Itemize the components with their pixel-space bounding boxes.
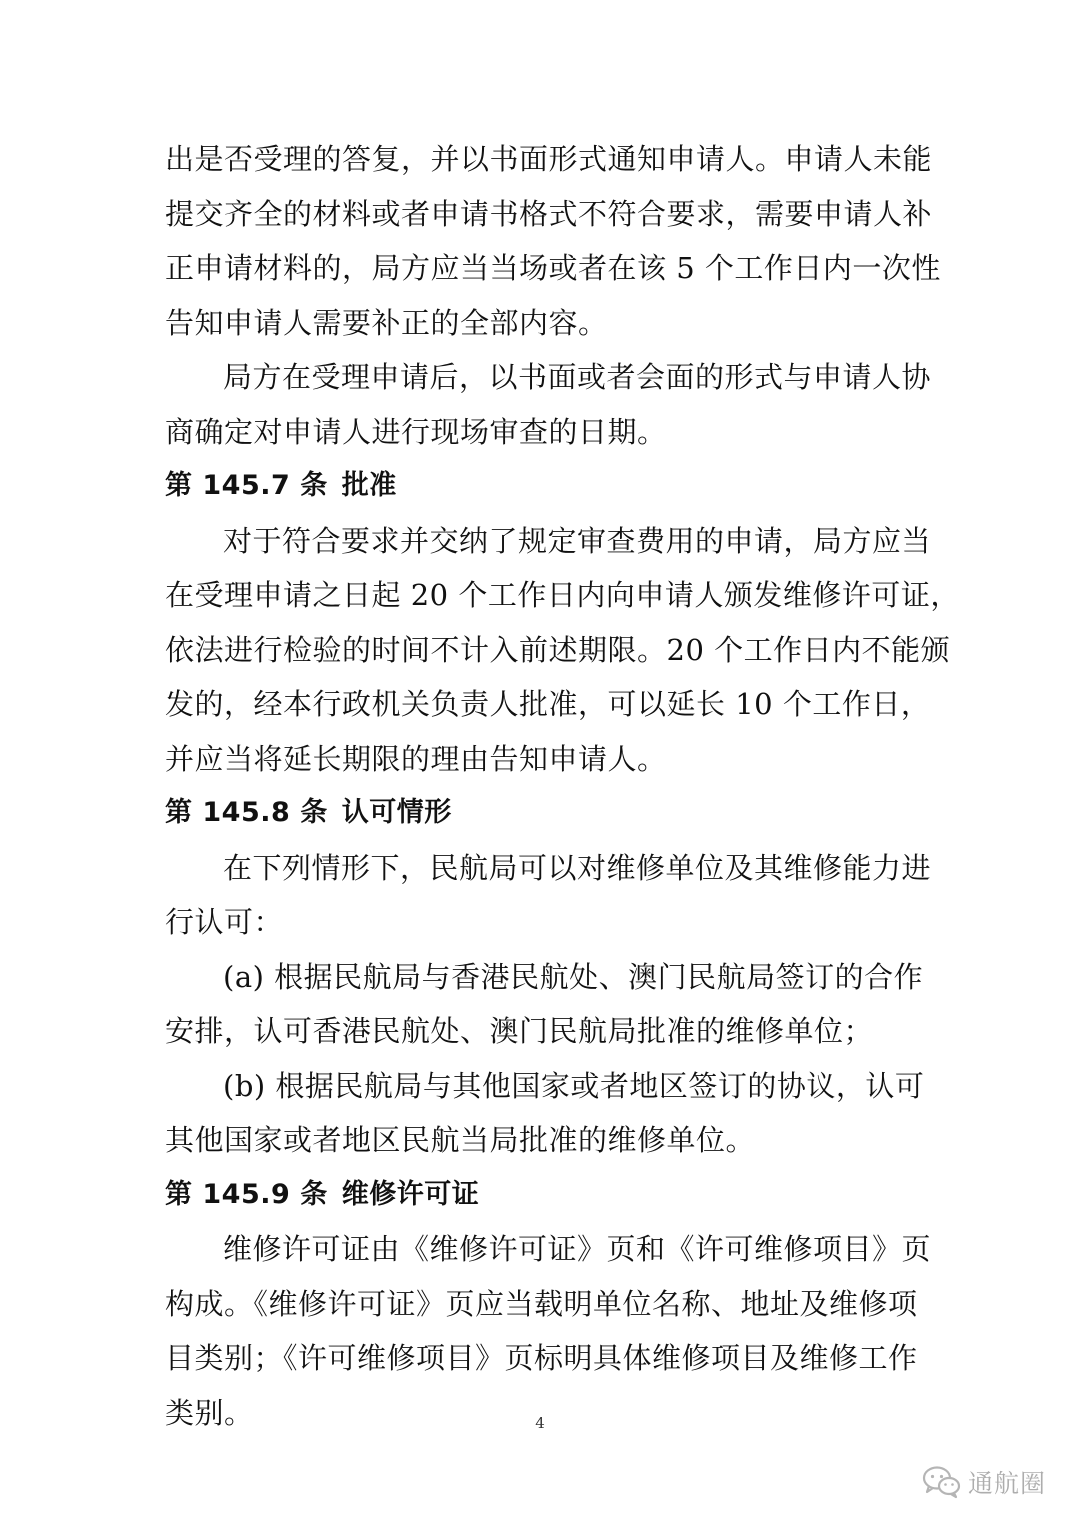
text-line: 对于符合要求并交纳了规定审查费用的申请，局方应当 <box>223 523 932 558</box>
text-line: 安排，认可香港民航处、澳门民航局批准的维修单位； <box>165 1014 874 1048</box>
article-heading <box>165 459 915 514</box>
text-line: 类别。 <box>165 1395 254 1430</box>
text-line: 提交齐全的材料或者申请书格式不符合要求，需要申请人补 <box>165 196 933 231</box>
text-line: (a) 根据民航局与香港民航处、澳门民航局签订的合作 <box>223 959 924 994</box>
text-line: 出是否受理的答复，并以书面形式通知申请人。申请人未能 <box>165 142 933 176</box>
article-title: 认可情形 <box>341 797 452 828</box>
text-line: 依法进行检验的时间不计入前述期限。20 个工作日内不能颁 <box>165 632 951 667</box>
page-number: 4 <box>535 1414 545 1432</box>
text-line: (b) 根据民航局与其他国家或者地区签订的协议，认可 <box>223 1068 925 1103</box>
text-line: 正申请材料的，局方应当当场或者在该 5 个工作日内一次性 <box>165 251 941 285</box>
paragraph <box>165 350 932 459</box>
watermark <box>922 1462 1046 1502</box>
article-title: 批准 <box>341 470 397 501</box>
text-line: 告知申请人需要补正的全部内容。 <box>165 305 608 340</box>
text-line: 发的，经本行政机关负责人批准，可以延长 10 个工作日， <box>165 687 931 721</box>
article-heading <box>165 786 915 841</box>
article-heading <box>165 1168 915 1223</box>
text-line: 在受理申请之日起 20 个工作日内向申请人颁发维修许可证， <box>165 578 960 612</box>
text-line: 行认可： <box>165 905 284 939</box>
text-line: 目类别；《许可维修项目》页标明具体维修项目及维修工作 <box>165 1341 918 1375</box>
text-line: 维修许可证由《维修许可证》页和《许可维修项目》页 <box>223 1232 932 1266</box>
article-number: 第 145.9 条 <box>165 1178 328 1210</box>
text-line: 其他国家或者地区民航当局批准的维修单位。 <box>165 1123 756 1157</box>
article-title: 维修许可证 <box>341 1178 480 1210</box>
text-line: 并应当将延长期限的理由告知申请人。 <box>165 741 667 776</box>
paragraph <box>165 841 932 950</box>
text-line: 在下列情形下，民航局可以对维修单位及其维修能力进 <box>223 850 932 885</box>
text-line: 局方在受理申请后，以书面或者会面的形式与申请人协 <box>223 360 932 394</box>
text-line: 商确定对申请人进行现场审查的日期。 <box>165 414 667 449</box>
paragraph <box>165 514 960 787</box>
document-body <box>165 132 960 1440</box>
text-line: 构成。《维修许可证》页应当载明单位名称、地址及维修项 <box>165 1286 918 1321</box>
list-item <box>165 950 924 1059</box>
paragraph <box>165 1222 932 1440</box>
wechat-icon <box>922 1465 962 1499</box>
list-item <box>165 1059 925 1168</box>
article-number: 第 145.7 条 <box>165 470 328 501</box>
paragraph <box>165 132 941 350</box>
article-number: 第 145.8 条 <box>165 797 328 828</box>
watermark-text: 通航圈 <box>968 1469 1047 1498</box>
